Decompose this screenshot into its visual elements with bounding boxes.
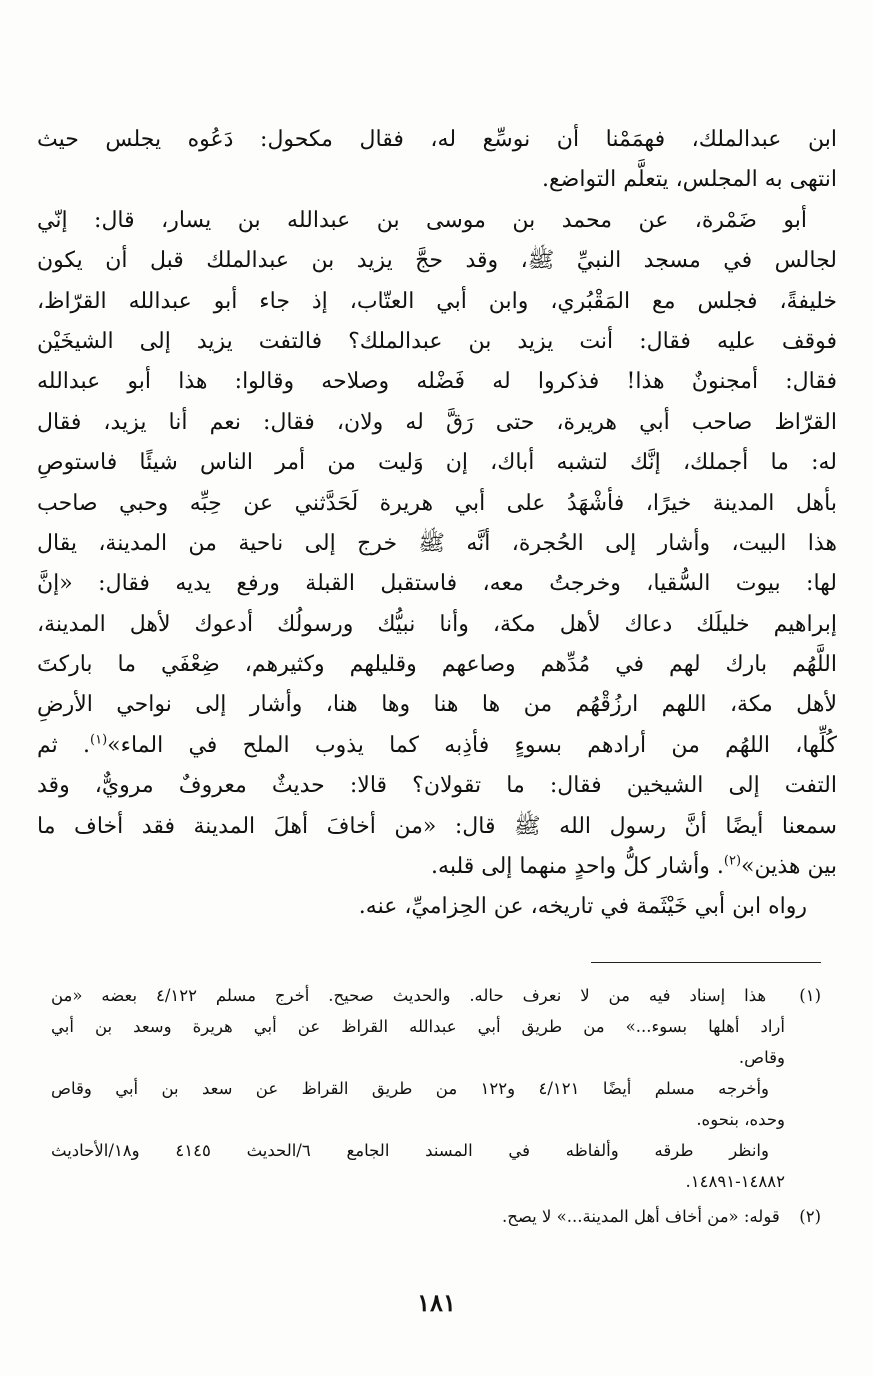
footnote-2-line — [51, 1201, 821, 1232]
main-text-block — [37, 120, 837, 928]
text-line: ابن عبدالملك، فهمَمْنا أن نوسِّع له، فقال مكحول: دَعُوه يجلس حيث — [37, 127, 837, 152]
paragraph-start-line: أبو ضَمْرة، عن محمد بن موسى بن عبدالله بن يسار، قال: إنّي — [37, 207, 807, 233]
text-line-with-footnote-ref — [37, 726, 837, 766]
text-line: إبراهيم خليلَك دعاك لأهل مكة، وأنا نبيُّك ورسولُك أدعوك لأهل المدينة، — [37, 611, 837, 637]
footnote-line: أراد أهلها بسوء...» من طريق أبي عبدالله القراظ عن أبي هريرة وسعد بن أبي — [51, 1017, 785, 1036]
footnote-line: وانظر طرقه وألفاظه في المسند الجامع ٦/الحديث ٤١٤٥ و١٨/الأحاديث — [51, 1141, 769, 1160]
text-segment: . وأشار كلُّ واحدٍ منهما إلى قلبه. — [431, 854, 724, 880]
paragraph-start-line: رواه ابن أبي خَيْثَمة في تاريخه، عن الحِزاميِّ، عنه. — [358, 894, 807, 920]
page-number: ١٨١ — [417, 1288, 456, 1317]
text-line: لأهل مكة، اللهم ارزُقْهُم من ها هنا وها هنا، وأشار إلى نواحي الأرضِ — [37, 692, 837, 718]
text-line: التفت إلى الشيخين فقال: ما تقولان؟ قالا: حديثٌ معروفٌ مرويٌّ، وقد — [37, 773, 837, 799]
text-line: فقال: أمجنونٌ هذا! فذكروا له فَضْله وصلاحه وقالوا: هذا أبو عبدالله — [37, 369, 837, 395]
text-line: لجالس في مسجد النبيِّ ﷺ، وقد حجَّ يزيد بن عبدالملك قبل أن يكون — [37, 248, 837, 274]
text-line: سمعنا أيضًا أنَّ رسول الله ﷺ قال: «من أخافَ أهلَ المدينة فقد أخاف ما — [37, 813, 837, 839]
footnote-text: هذا إسناد فيه من لا نعرف حاله. والحديث صحيح. أخرج مسلم ٤/١٢٢ بعضه «من — [51, 986, 767, 1005]
footnote-1-first-line — [51, 980, 821, 1011]
text-line-with-footnote-ref — [37, 847, 837, 887]
text-line: لها: بيوت السُّقيا، وخرجتُ معه، فاستقبل القبلة ورفع يديه فقال: «إنَّ — [37, 571, 837, 597]
footnote-ref-1[interactable]: (١) — [90, 732, 108, 748]
footnote-line: وقاص. — [738, 1048, 785, 1067]
footnote-line: ١٤٨٨٢-١٤٨٩١. — [685, 1172, 785, 1191]
text-line: فوقف عليه فقال: أنت يزيد بن عبدالملك؟ فالتفت يزيد إلى الشيخَيْن — [37, 328, 837, 354]
footnote-line: وأخرجه مسلم أيضًا ٤/١٢١ و١٢٢ من طريق القراظ عن سعد بن أبي وقاص — [51, 1079, 769, 1098]
footnote-number: (١) — [799, 986, 821, 1005]
text-line: انتهى به المجلس، يتعلَّم التواضع. — [541, 167, 837, 193]
text-segment: كُلِّها، اللهُم من أرادهم بسوءٍ فأذِبه كما يذوب الملح في الماء» — [107, 732, 837, 758]
footnotes-block — [51, 980, 821, 1232]
text-line: بأهل المدينة خيرًا، فأشْهَدُ على أبي هريرة لَحَدَّثني عن حِبِّه وحبي صاحب — [37, 490, 837, 516]
text-line: له: ما أجملك، إنَّك لتشبه أباك، إن وَليت من أمر الناس شيئًا فاستوصِ — [37, 450, 837, 476]
footnote-number: (٢) — [799, 1207, 821, 1226]
footnote-separator — [591, 962, 821, 963]
text-line: هذا البيت، وأشار إلى الحُجرة، أنَّه ﷺ خرج إلى ناحية من المدينة، يقال — [37, 530, 837, 556]
footnote-text: قوله: «من أخاف أهل المدينة...» لا يصح. — [501, 1207, 780, 1226]
text-line: القرّاظ صاحب أبي هريرة، حتى رَقَّ له ولان، فقال: نعم أنا يزيد، فقال — [37, 409, 837, 435]
footnote-ref-2[interactable]: (٢) — [723, 853, 742, 869]
text-segment: . ثم — [37, 732, 91, 758]
text-line: اللَّهُم بارك لهم في مُدِّهم وصاعهم وقليلهم وكثيرهم، ضِعْفَي ما باركتَ — [37, 652, 837, 678]
footnote-line: وحده، بنحوه. — [696, 1110, 785, 1129]
text-segment: بين هذين» — [741, 854, 837, 880]
text-line: خليفةً، فجلس مع المَقْبُري، وابن أبي العتّاب، إذ جاء أبو عبدالله القرّاظ، — [37, 288, 837, 314]
